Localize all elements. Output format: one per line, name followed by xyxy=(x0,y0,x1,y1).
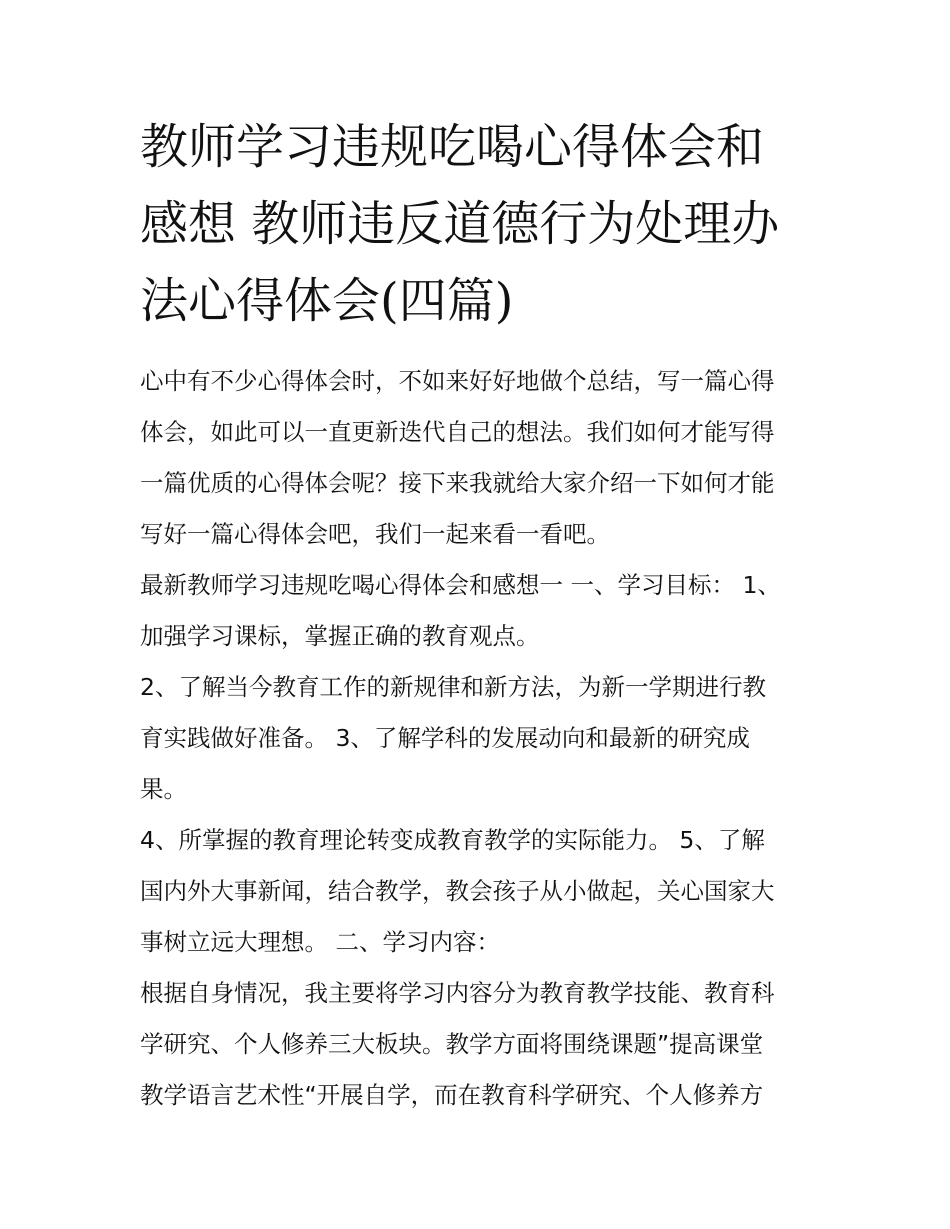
body-line-15: 教学语言艺术性“开展自学，而在教育科学研究、个人修养方 xyxy=(140,1081,764,1109)
body-line-14: 学研究、个人修养三大板块。教学方面将围绕课题”提高课堂 xyxy=(140,1030,764,1058)
body-line-10: 4、所掌握的教育理论转变成教育教学的实际能力。 5、了解 xyxy=(140,826,765,854)
title-line-3: 法心得体会(四篇) xyxy=(140,273,514,329)
body-line-13: 根据自身情况，我主要将学习内容分为教育教学技能、教育科 xyxy=(140,979,775,1007)
document-body xyxy=(140,356,830,1121)
body-line-3: 一篇优质的心得体会呢？接下来我就给大家介绍一下如何才能 xyxy=(140,469,775,497)
body-line-6: 加强学习课标，掌握正确的教育观点。 xyxy=(140,622,540,650)
body-line-12: 事树立远大理想。 二、学习内容： xyxy=(140,928,500,956)
title-line-2: 感想 教师违反道德行为处理办 xyxy=(140,196,780,252)
body-line-2: 体会，如此可以一直更新迭代自己的想法。我们如何才能写得 xyxy=(140,418,775,446)
body-line-7: 2、了解当今教育工作的新规律和新方法，为新一学期进行教 xyxy=(140,673,766,701)
title-line-1: 教师学习违规吃喝心得体会和 xyxy=(140,119,765,175)
body-line-5: 最新教师学习违规吃喝心得体会和感想一 一、学习目标： 1、 xyxy=(140,571,781,599)
document-title xyxy=(140,116,830,332)
body-line-9: 果。 xyxy=(140,775,187,803)
body-line-8: 育实践做好准备。 3、了解学科的发展动向和最新的研究成 xyxy=(140,724,750,752)
body-line-4: 写好一篇心得体会吧，我们一起来看一看吧。 xyxy=(140,520,610,548)
body-line-1: 心中有不少心得体会时，不如来好好地做个总结，写一篇心得 xyxy=(140,367,775,395)
body-line-11: 国内外大事新闻，结合教学，教会孩子从小做起，关心国家大 xyxy=(140,877,775,905)
